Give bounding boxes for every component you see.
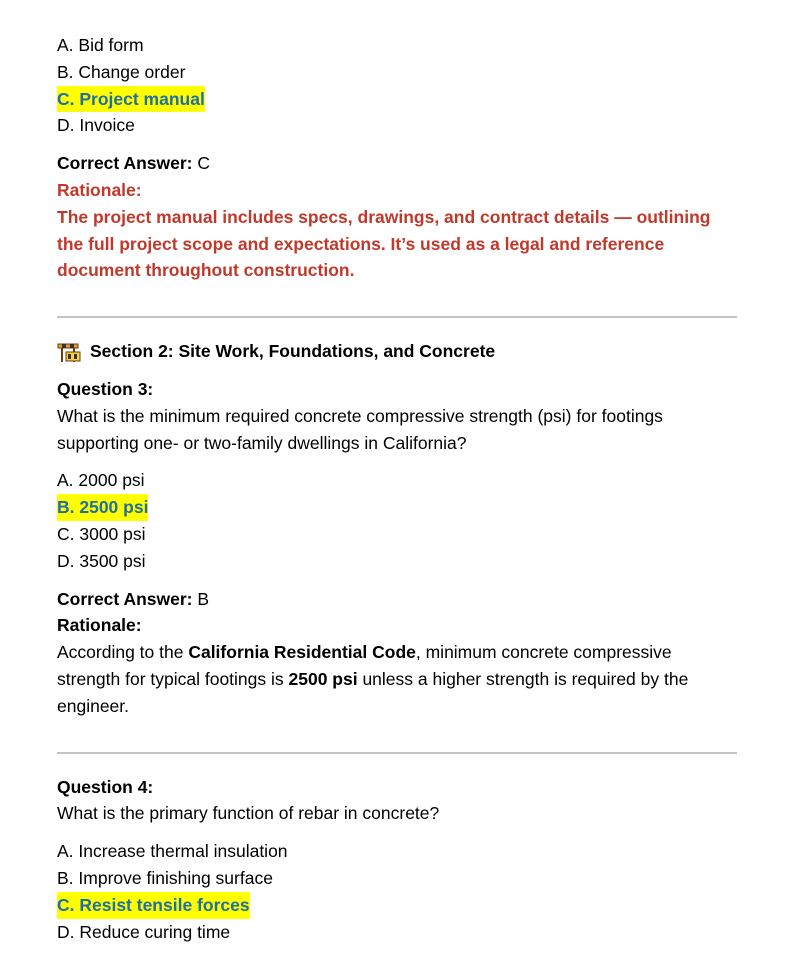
q4-option-b: B. Improve finishing surface (57, 867, 273, 888)
q2-rationale-label: Rationale: (57, 179, 142, 200)
q3-text: What is the minimum required concrete compressive strength (psi) for footings supporting one- or two-family dwellings in California? (57, 405, 663, 453)
construction-icon (57, 341, 83, 363)
q4-option-d: D. Reduce curing time (57, 921, 231, 942)
q3-correct-answer (57, 586, 737, 613)
q3-rationale-mid: , minimum concrete compressive strength for typical footings is (57, 642, 672, 689)
q3-rationale-post: unless a higher strength is required by the engineer. (57, 668, 689, 716)
q3-label: Question 3: (57, 378, 154, 399)
q3-rationale-text (57, 639, 737, 719)
q3-rationale-code: California Residential Code (188, 642, 416, 663)
q3-option-b (57, 494, 737, 521)
q3-rationale-label: Rationale: (57, 615, 142, 636)
q2-option-c (57, 86, 737, 113)
q3-correct-label: Correct Answer: (57, 588, 193, 609)
q4-options (57, 838, 737, 945)
section-2-heading (57, 338, 737, 365)
q3-options (57, 467, 737, 574)
document-content (57, 32, 737, 945)
q3-option-c: C. 3000 psi (57, 523, 146, 544)
q4-text: What is the primary function of rebar in concrete? (57, 803, 440, 824)
q3-correct-value: B (192, 588, 210, 609)
q2-option-a: A. Bid form (57, 35, 144, 55)
q2-correct-answer (57, 150, 737, 177)
q3-rationale-pre: According to the (57, 642, 189, 663)
section-2-title: Section 2: Site Work, Foundations, and Concrete (90, 341, 496, 362)
q2-correct-value: C (192, 153, 210, 174)
q4-option-a: A. Increase thermal insulation (57, 841, 288, 862)
q2-option-d: D. Invoice (57, 115, 135, 136)
q2-option-c-highlight: C. Project manual (57, 86, 205, 113)
q3-option-d: D. 3500 psi (57, 550, 146, 571)
q3-option-a: A. 2000 psi (57, 470, 145, 491)
q3-rationale-psi: 2500 psi (288, 668, 358, 689)
q2-option-b: B. Change order (57, 61, 186, 82)
q4-option-c (57, 892, 737, 919)
q2-rationale-text: The project manual includes specs, drawings, and contract details — outlining the full project scope and expectations. It’s used as a legal and reference document throughout construction. (57, 206, 711, 281)
q4-label: Question 4: (57, 776, 154, 797)
q3-option-b-highlight: B. 2500 psi (57, 494, 148, 521)
q2-options (57, 32, 737, 139)
q2-correct-label: Correct Answer: (57, 153, 193, 174)
q4-option-c-highlight: C. Resist tensile forces (57, 892, 250, 919)
